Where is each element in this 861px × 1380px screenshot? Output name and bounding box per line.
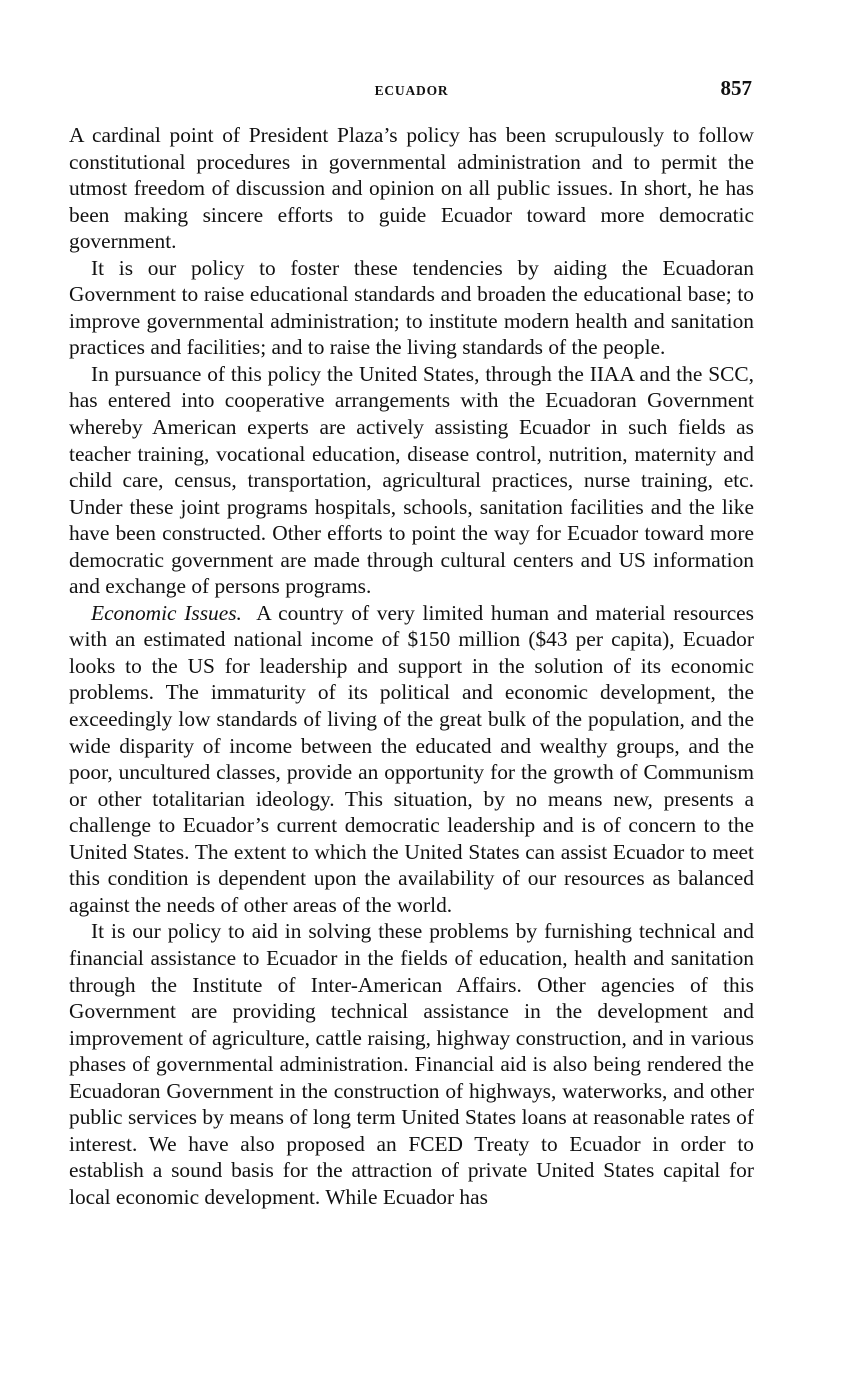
- paragraph-text: A cardinal point of President Plaza’s policy has been scrupulously to follow constitutional procedures in governmental administration and to permit the utmost freedom of discussion and opinion on all public issues. In short, he has been making sincere efforts to guide Ecuador toward more democratic government.: [69, 123, 754, 254]
- paragraph: [69, 255, 754, 361]
- paragraph: [69, 600, 754, 919]
- page-number: 857: [720, 76, 752, 100]
- paragraph: [69, 361, 754, 600]
- paragraph: [69, 122, 754, 255]
- body-text: [69, 122, 754, 1210]
- paragraph-text: In pursuance of this policy the United States, through the IIAA and the SCC, has entered into cooperative arrangements with the Ecuadoran Government whereby American experts are actively assisting Ecuador in such fields as teacher training, vocational education, disease control, nutrition, maternity and child care, census, transportation, agricultural practices, nurse training, etc. Under these joint programs hospitals, schools, sanitation facilities and the like have been constructed. Other efforts to point the way for Ecuador toward more democratic government are made through cultural centers and US information and exchange of persons programs.: [69, 361, 754, 599]
- section-heading: Economic Issues.: [91, 600, 242, 625]
- paragraph-text: It is our policy to aid in solving these problems by furnishing technical and financial assistance to Ecuador in the fields of education, health and sanitation through the Institute of Inter-American Affairs. Other agencies of this Government are providing technical assistance in the development and improvement of agriculture, cattle raising, highway construction, and in various phases of governmental administration. Financial aid is also being rendered the Ecuadoran Government in the construction of highways, waterworks, and other public services by means of long term United States loans at reasonable rates of interest. We have also proposed an FCED Treaty to Ecuador in order to establish a sound basis for the attraction of private United States capital for local economic development. While Ecuador has: [69, 919, 754, 1209]
- paragraph-text: It is our policy to foster these tendencies by aiding the Ecuadoran Government to raise educational standards and broaden the educational base; to improve governmental administration; to institute modern health and sanitation practices and facilities; and to raise the living standards of the people.: [69, 255, 754, 360]
- running-head-title: ECUADOR: [374, 83, 449, 98]
- running-head: [69, 78, 754, 102]
- paragraph: [69, 918, 754, 1210]
- paragraph-text: A country of very limited human and material resources with an estimated national income of $150 million ($43 per capita), Ecuador looks to the US for leadership and support in the solution of its economic problems. The immaturity of its political and economic development, the exceedingly low standards of living of the great bulk of the population, and the wide disparity of income between the educated and wealthy groups, and the poor, uncultured classes, provide an opportunity for the growth of Communism or other totalitarian ideology. This situation, by no means new, presents a challenge to Ecuador’s current democratic leadership and is of concern to the United States. The extent to which the United States can assist Ecuador to meet this condition is dependent upon the availability of our resources as balanced against the needs of other areas of the world.: [69, 600, 755, 917]
